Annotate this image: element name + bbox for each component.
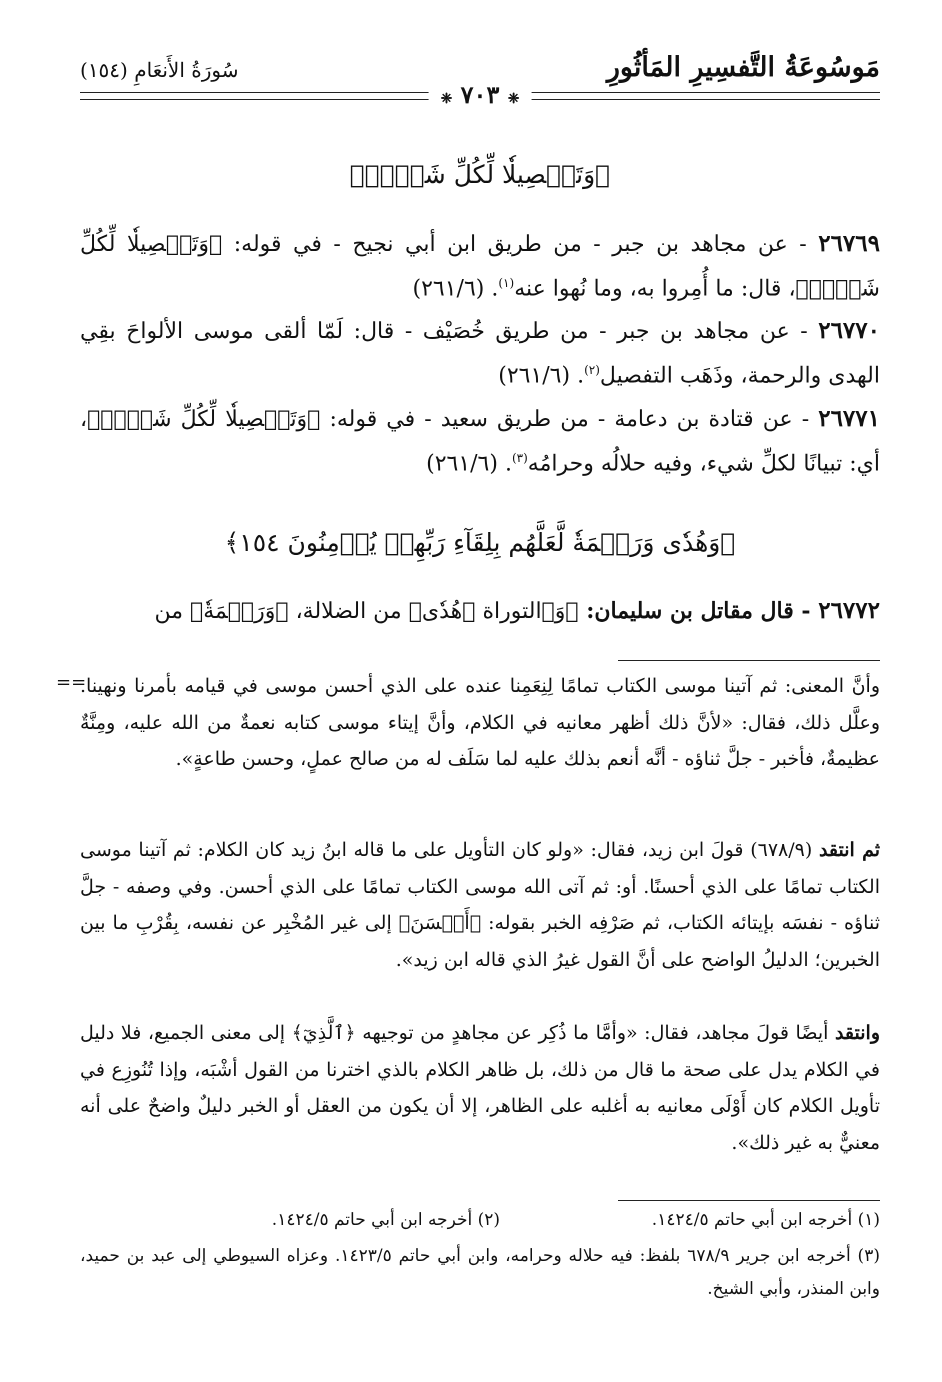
narration-26771 bbox=[80, 400, 880, 483]
narration-number: ٢٦٧٦٩ bbox=[818, 230, 880, 257]
narration-number: ٢٦٧٧٠ bbox=[818, 317, 880, 344]
narration-text: - عن قتادة بن دعامة - من طريق سعيد - في قوله: ﴿وَتَفۡصِيلٗا لِّكُلِّ شَيۡءٖ﴾، أي: تبيانًا لكلِّ شيء، وفيه حلالُه وحرامُه bbox=[80, 407, 880, 477]
page-header bbox=[80, 44, 880, 114]
ornament-icon: ❈ bbox=[507, 91, 520, 107]
narration-26769 bbox=[80, 225, 880, 308]
commentary-paragraph-1: وأنَّ المعنى: ثم آتينا موسى الكتاب تمامًا لِنِعَمِنا عنده على الذي أحسن موسى في قيامه بأمرنا ونهينا. وعلَّل ذلك، فقال: «لأنَّ ذلك أظهر معانيه في الكلام، وأنَّ إيتاء موسى كتابه نعمةٌ من الله عليه، ومِنَّةٌ عظيمةٌ، فأخبر - جلَّ ثناؤه - أنَّه أنعم بذلك عليه لما سَلَف له من صالح عملٍ، وحسن طاعةٍ». bbox=[80, 675, 880, 770]
commentary-paragraph-3 bbox=[80, 1015, 880, 1161]
narration-ref: . (٢٦١/٦) bbox=[498, 363, 585, 389]
verse-reference: (١٥٤) bbox=[80, 58, 128, 82]
footnote-2: (٢) أخرجه ابن أبي حاتم ١٤٢٤/٥. bbox=[271, 1210, 500, 1230]
narration-text: - عن مجاهد بن جبر - من طريق ابن أبي نجيح - في قوله: ﴿وَتَفۡصِيلٗا لِّكُلِّ شَيۡءٖ﴾، قال: ما أُمِروا به، وما نُهوا عنه bbox=[80, 232, 880, 302]
commentary-lead: ثم انتقد bbox=[818, 839, 881, 861]
narration-26772 bbox=[80, 592, 880, 631]
commentary-text: أيضًا قولَ مجاهد، فقال: «وأمَّا ما ذُكِر عن مجاهدٍ من توجيهه ﴿ٱلَّذِيٓ﴾ إلى معنى الجميع، فلا دليل في الكلام يدل على صحة ما قال من ذلك، بل ظاهر الكلام بالذي اخترنا من القول أشْبَه، وإذا تُنُوزِع في تأويل الكلام كان أَوْلَى معانيه به أغلبه على الظاهر، إلا أن يكون من العقل أو الخبر دليلٌ واضحٌ على أنه معنيٌّ به غير ذلك». bbox=[80, 1022, 880, 1154]
continuation-mark: == bbox=[56, 672, 87, 693]
surah-reference bbox=[80, 58, 238, 82]
footnote-marker: (١) bbox=[498, 276, 515, 290]
narration-number: ٢٦٧٧٢ bbox=[818, 597, 880, 624]
page-number: ٧٠٣ bbox=[460, 80, 500, 109]
footnote-marker: (٣) bbox=[511, 451, 528, 465]
commentary-text: (٦٧٨/٩) قولَ ابن زيد، فقال: «ولو كان التأويل على ما قاله ابنُ زيد كان الكلام: ثم آتينا موسى الكتاب تمامًا على الذي أحسنًا. أو: ثم آتى الله موسى الكتاب تمامًا على الذي أحسن. وفي وصفه - جلَّ ثناؤه - نفسَه بإيتائه الكتاب، ثم صَرْفِه الخبر بقوله: ﴿أَحۡسَنَ﴾ إلى غير المُخْبِر عن نفسه، بِقُرْبِ ما بين الخبرين؛ الدليلُ الواضح على أنَّ القول غيرُ الذي قاله ابن زيد». bbox=[80, 839, 880, 971]
page-number-box bbox=[429, 80, 532, 109]
narration-number: ٢٦٧٧١ bbox=[818, 405, 880, 432]
footnote-1: (١) أخرجه ابن أبي حاتم ١٤٢٤/٥. bbox=[651, 1210, 880, 1230]
commentary-separator bbox=[618, 660, 880, 661]
narration-speaker: - قال مقاتل بن سليمان: bbox=[578, 598, 819, 624]
footnote-3: (٣) أخرجه ابن جرير ٦٧٨/٩ بلفظ: فيه حلاله وحرامه، وابن أبي حاتم ١٤٢٣/٥. وعزاه السيوطي إلى عبد بن حميد، وابن المنذر، وأبي الشيخ. bbox=[80, 1246, 880, 1299]
narration-26770 bbox=[80, 312, 880, 395]
narration-ref: . (٢٦١/٦) bbox=[412, 276, 499, 302]
surah-name: سُورَةُ الأَنعَامِ bbox=[134, 58, 239, 82]
narration-text: - عن مجاهد بن جبر - من طريق خُصَيْف - قال: لَمّا ألقى موسى الألواحَ بقِي الهدى والرحمة، وذَهَب التفصيل bbox=[80, 319, 880, 389]
narration-text: ﴿وَ﴾التوراة ﴿هُدٗى﴾ من الضلالة، ﴿وَرَحۡمَةٗ﴾ من bbox=[154, 599, 579, 624]
footnote-separator bbox=[618, 1200, 880, 1201]
commentary-paragraph-2 bbox=[80, 832, 880, 978]
footnote-marker: (٢) bbox=[584, 363, 600, 377]
commentary-lead: وانتقد bbox=[834, 1022, 880, 1044]
book-title: مَوسُوعَةُ التَّفسِيرِ المَأثُورِ bbox=[606, 52, 880, 83]
verse-heading-2: ﴿وَهُدٗى وَرَحۡمَةٗ لَّعَلَّهُم بِلِقَآءِ رَبِّهِمۡ يُؤۡمِنُونَ ١٥٤﴾ bbox=[224, 528, 736, 557]
ornament-icon: ❈ bbox=[440, 91, 453, 107]
verse-heading-1: ﴿وَتَفۡصِيلٗا لِّكُلِّ شَيۡءٖ﴾ bbox=[349, 160, 611, 189]
narration-ref: . (٢٦١/٦) bbox=[426, 451, 512, 477]
